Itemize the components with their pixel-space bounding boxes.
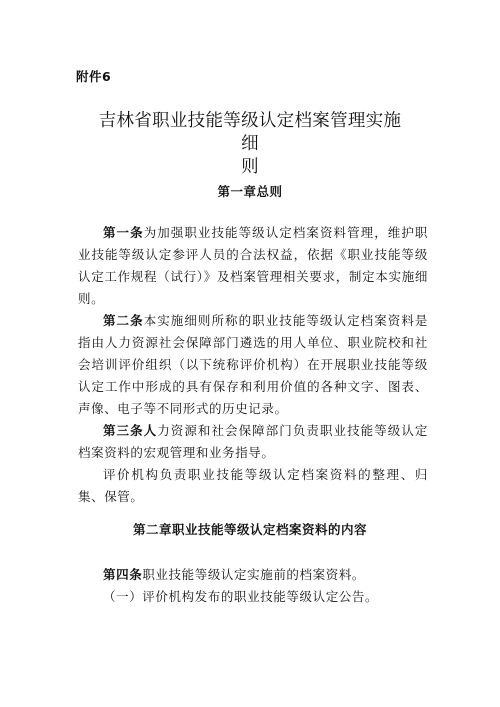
article-text: 力资源和社会保障部门负责职业技能等级认定档案资料的宏观管理和业务指导。 <box>78 423 428 460</box>
attachment-label: 附件6 <box>76 69 112 84</box>
article-paragraph <box>78 310 428 420</box>
article-lead: 第三条人 <box>103 423 158 438</box>
chapter-2-heading: 第二章职业技能等级认定档案资料的内容 <box>132 522 367 537</box>
article-lead: 第二条 <box>103 313 144 328</box>
article-paragraph <box>78 420 428 464</box>
article-text: （一）评价机构发布的职业技能等级认定公告。 <box>103 589 379 604</box>
article-lead: 第一条 <box>103 225 144 240</box>
article-paragraph <box>78 564 428 586</box>
article-paragraph <box>78 586 428 608</box>
article-text: 评价机构负责职业技能等级认定档案资料的整理、归集、保管。 <box>78 467 428 504</box>
chapter-1-body <box>78 222 428 508</box>
title-line-1: 吉林省职业技能等级认定档案管理实施细 <box>98 111 402 154</box>
article-paragraph <box>78 464 428 508</box>
article-text: 职业技能等级认定实施前的档案资料。 <box>142 567 366 582</box>
article-paragraph <box>78 222 428 310</box>
article-text: 本实施细则所称的职业技能等级认定档案资料是指由人力资源社会保障部门遴选的用人单位、职业院校和社会培训评价组织（以下统称评价机构）在开展职业技能等级认定工作中形成的具有保存和利用价值的各种文字、图表、声像、电子等不同形式的历史记录。 <box>78 313 428 416</box>
article-lead: 第四条 <box>103 567 143 582</box>
chapter-1-heading: 第一章总则 <box>217 184 283 199</box>
document-title <box>90 110 410 179</box>
title-line-2: 则 <box>241 157 259 177</box>
chapter-2-body <box>78 564 428 608</box>
article-text: 为加强职业技能等级认定档案资料管理，维护职业技能等级认定参评人员的合法权益，依据《职业技能等级认定工作规程（试行）》及档案管理相关要求，制定本实施细则。 <box>78 225 428 306</box>
